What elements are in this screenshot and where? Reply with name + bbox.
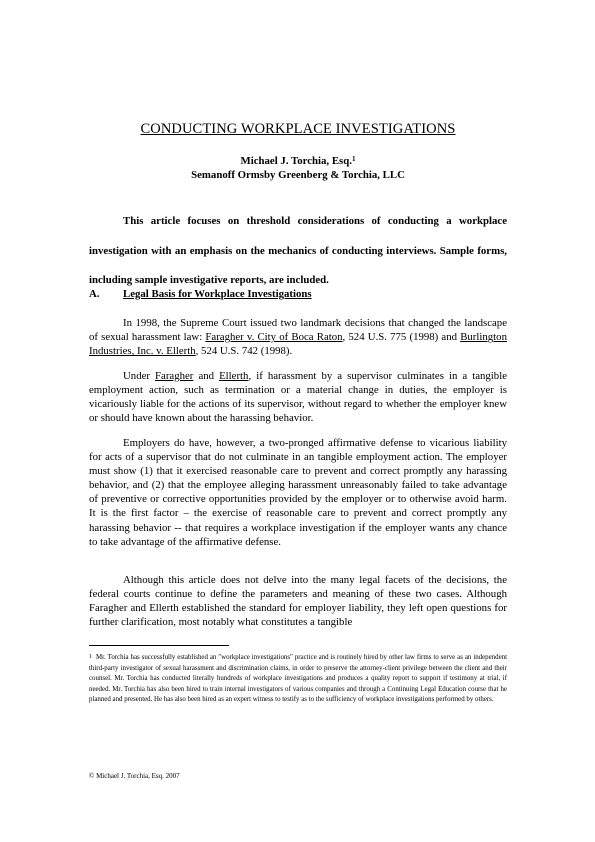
- case-citation-ellerth: Burlington Industries, Inc. v. Ellerth: [89, 331, 507, 358]
- case-name-faragher: Faragher: [155, 370, 194, 382]
- p1-text-3: , 524 U.S. 742 (1998).: [195, 345, 293, 358]
- document-title: CONDUCTING WORKPLACE INVESTIGATIONS: [140, 121, 456, 137]
- author-block: [89, 154, 507, 182]
- abstract: This article focuses on threshold considerations of conducting a workplace investigation with an emphasis on the mechanics of conducting interviews. Sample forms, including sample investigative reports, are included.: [89, 215, 507, 286]
- footnote-marker: 1: [89, 654, 92, 660]
- footnote: [89, 653, 507, 706]
- paragraph-1: [89, 316, 507, 358]
- paragraph-2: [89, 369, 507, 425]
- p2-text-3: , if harassment by a supervisor culminates in a tangible employment action, such as termination or a material change in duties, the employer is vicariously liable for the actions of its supervisor, without regard to whether the employer knew or should have known about the harassing behavior.: [89, 370, 507, 425]
- copyright-footer: © Michael J. Torchia, Esq. 2007: [89, 772, 180, 780]
- paragraph-3: Employers do have, however, a two-pronged affirmative defense to vicarious liability for acts of a supervisor that do not culminate in an tangible employment action. The employer must show (1) that it exercised reasonable care to prevent and correct promptly any harassing behavior, and (2) that the employee alleging harassment unreasonably failed to take advantage of preventive or corrective opportunities provided by the employer or to otherwise avoid harm. It is the first factor – the exercise of reasonable care to prevent and correct promptly any harassing behavior -- that requires a workplace investigation if the employer wants any chance to take advantage of the affirmative defense.: [89, 437, 507, 548]
- author-firm: Semanoff Ormsby Greenberg & Torchia, LLC: [191, 169, 405, 181]
- author-name: Michael J. Torchia, Esq.: [240, 155, 352, 167]
- case-citation-faragher: Faragher v. City of Boca Raton: [205, 331, 343, 344]
- section-title: Legal Basis for Workplace Investigations: [123, 288, 312, 300]
- footnote-text: Mr. Torchia has successfully established an "workplace investigations" practice and is routinely hired by other law firms to serve as an independent third-party investigator of sexual harassment and discrimination claims, in order to preserve the attorney-client privilege between the client and their counsel. Mr. Torchia has conducted literally hundreds of workplace investigations and produces a quality report to support if testimony at trial, if needed. Mr. Torchia has also been hired to train internal investigators of various companies and through a Continuing Legal Education course that he planned and presented. He has also been hired as an expert witness to testify as to the sufficiency of workplace investigations performed by others.: [89, 654, 507, 704]
- p1-text-1: In 1998, the Supreme Court issued two landmark decisions that changed the landscape of sexual harassment law:: [89, 317, 507, 344]
- p2-text-1: Under: [123, 370, 156, 382]
- section-letter: A.: [89, 288, 100, 300]
- p1-text-2: , 524 U.S. 775 (1998) and: [342, 331, 461, 344]
- p2-text-2: and: [193, 370, 220, 382]
- author-name-line: [89, 154, 507, 168]
- section-heading: [89, 288, 507, 300]
- case-name-ellerth: Ellerth: [219, 370, 249, 382]
- footnote-reference[interactable]: 1: [351, 155, 356, 163]
- paragraph-4: Although this article does not delve into the many legal facets of the decisions, the federal courts continue to define the parameters and meaning of these two cases. Although Faragher and Ellerth established the standard for employer liability, they left open questions for further clarification, most notably what constitutes a tangible: [89, 574, 507, 629]
- footnote-separator: [89, 645, 229, 646]
